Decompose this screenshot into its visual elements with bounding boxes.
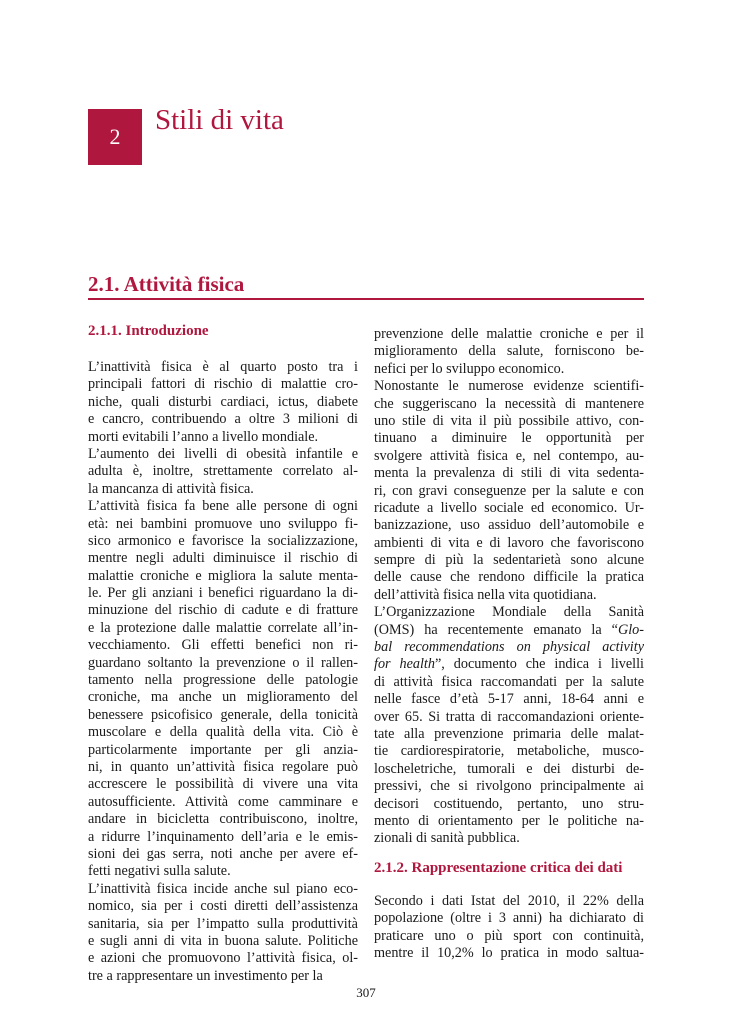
- text-line: banizzazione, uso assiduo dell’automobile e: [374, 517, 644, 534]
- text-line: fetti negativi sulla salute.: [88, 863, 231, 880]
- text-line: adulta è, inoltre, strettamente correlato al-: [88, 463, 358, 480]
- text-line: minuzione del rischio di cadute e di fratture: [88, 602, 358, 619]
- text-line: nomico, sia per i costi diretti dell’assistenza: [88, 898, 358, 915]
- text-line: ambienti di vita e di lavoro che favoriscono: [374, 534, 644, 551]
- text-line: L’inattività fisica è al quarto posto tra i: [88, 359, 358, 375]
- text-line: croniche, ma anche un miglioramento del: [88, 689, 358, 706]
- text-line: principali fattori di rischio di malattie cro-: [88, 376, 358, 393]
- text-line: sico armonico e favorisce la socializzazione,: [88, 532, 358, 549]
- text-line: pressivi, che si rivolgono principalmente ai: [374, 778, 644, 795]
- text-line: nefici per lo sviluppo economico.: [374, 360, 565, 377]
- text-line: tate alla prevenzione primaria delle malat-: [374, 725, 644, 742]
- text-line: di attività fisica raccomandati per la salute: [374, 673, 644, 690]
- text-line: svolgere attività fisica e, nel contempo, au-: [374, 447, 644, 464]
- right-column-text-continued: [374, 893, 644, 963]
- text-line: le. Per gli anziani i benefici riguardano la di-: [88, 585, 358, 602]
- text-line: Nonostante le numerose evidenze scientifi-: [374, 378, 644, 395]
- text-line: mentre il 10,2% lo pratica in modo saltua-: [374, 945, 644, 962]
- text-line: niche, quali disturbi cardiaci, ictus, diabete: [88, 393, 358, 410]
- text-line: muscolare e della qualità della vita. Ciò è: [88, 724, 358, 741]
- text-line: L’Organizzazione Mondiale della Sanità: [374, 604, 644, 621]
- chapter-number: 2: [109, 124, 121, 149]
- text-line: e cancro, contribuendo a oltre 3 milioni di: [88, 411, 358, 428]
- text-line: ni, in quanto un’attività fisica regolare può: [88, 758, 358, 775]
- text-line: menta la prevalenza di stili di vita sedenta-: [374, 465, 644, 482]
- text-line: delle cause che rendono difficile la pratica: [374, 569, 644, 586]
- text-line: malattie croniche e migliora la salute menta-: [88, 567, 358, 584]
- text-line: prevenzione delle malattie croniche e per il: [374, 326, 644, 342]
- text-line: dell’attività fisica nella vita quotidiana.: [374, 586, 597, 603]
- section-divider: [88, 298, 644, 300]
- text-line: mentre negli adulti diminuisce il rischio di: [88, 550, 358, 567]
- text-line: praticare uno o più sport con continuità,: [374, 927, 644, 944]
- section-heading: 2.1. Attività fisica: [88, 272, 245, 296]
- text-line: sanitaria, sia per l’impatto sulla produttività: [88, 915, 358, 932]
- text-line: accrescere le possibilità di vivere una vita: [88, 776, 358, 793]
- text-line: benessere psicofisico generale, della tonicità: [88, 706, 358, 723]
- text-line: andare in bicicletta contribuiscono, inoltre,: [88, 811, 358, 828]
- text-line: ri, con gravi conseguenze per la salute e con: [374, 482, 644, 499]
- text-line: sempre di più la sedentarietà sono alcune: [374, 552, 644, 569]
- text-line: morti evitabili l’anno a livello mondiale.: [88, 428, 319, 445]
- text-line: loscheletriche, tumorali e dei disturbi de-: [374, 760, 644, 777]
- text-line: over 65. Si tratta di raccomandazioni oriente-: [374, 708, 644, 725]
- text-line: mento di orientamento per le politiche na-: [374, 812, 644, 829]
- subheading-rappresentazione: 2.1.2. Rappresentazione critica dei dati: [374, 860, 623, 876]
- text-line: uno stile di vita il più possibile attivo, con-: [374, 412, 644, 429]
- left-column-text: [88, 359, 358, 985]
- text-line: tie cardiorespiratorie, metaboliche, musco-: [374, 743, 644, 760]
- text-line: che suggeriscano la necessità di mantenere: [374, 395, 644, 412]
- text-line: a ridurre l’inquinamento dell’aria e le emis-: [88, 828, 358, 845]
- text-line: vecchiamento. Gli effetti benefici non ri-: [88, 637, 358, 654]
- text-line: decisori costituendo, pertanto, uno stru-: [374, 795, 644, 812]
- text-line: L’inattività fisica incide anche sul piano eco-: [88, 880, 358, 897]
- text-line: zionali di sanità pubblica.: [374, 830, 520, 847]
- text-line: tamento nella progressione delle patologie: [88, 672, 358, 689]
- text-line: nelle fasce d’età 5-17 anni, 18-64 anni e: [374, 691, 644, 708]
- text-line: tinuano a diminuire le opportunità per: [374, 430, 644, 447]
- text-line: e sugli anni di vita in buona salute. Politiche: [88, 932, 358, 949]
- chapter-title: Stili di vita: [155, 104, 284, 136]
- text-line: popolazione (oltre i 3 anni) ha dichiarato di: [374, 910, 644, 927]
- subheading-introduzione: 2.1.1. Introduzione: [88, 323, 209, 339]
- text-line: miglioramento della salute, forniscono be-: [374, 343, 644, 360]
- text-line: tre a rappresentare un investimento per la: [88, 967, 323, 984]
- text-line: for health”, documento che indica i livelli: [374, 656, 644, 673]
- text-line: bal recommendations on physical activity: [374, 639, 644, 656]
- text-line: Secondo i dati Istat del 2010, il 22% della: [374, 893, 644, 909]
- text-line: (OMS) ha recentemente emanato la “Glo-: [374, 621, 644, 638]
- text-line: guardano soltanto la prevenzione o il rallen-: [88, 654, 358, 671]
- page-number: 307: [356, 985, 376, 1000]
- chapter-number-badge: [88, 109, 142, 165]
- text-line: autosufficiente. Attività come camminare e: [88, 793, 358, 810]
- text-line: L’attività fisica fa bene alle persone di ogni: [88, 498, 358, 515]
- text-line: L’aumento dei livelli di obesità infantile e: [88, 445, 358, 462]
- text-line: particolarmente importante per gli anzia-: [88, 741, 358, 758]
- text-line: età: nei bambini promuove uno sviluppo fi-: [88, 515, 358, 532]
- text-line: e la protezione dalle malattie correlate all’in-: [88, 619, 358, 636]
- text-line: la mancanza di attività fisica.: [88, 480, 254, 497]
- text-line: sioni dei gas serra, noti anche per avere ef-: [88, 845, 358, 862]
- text-line: e azioni che promuovono l’attività fisica, ol-: [88, 950, 358, 967]
- text-line: ricadute a livello sociale ed economico. Ur-: [374, 499, 644, 516]
- right-column-text: [374, 326, 644, 848]
